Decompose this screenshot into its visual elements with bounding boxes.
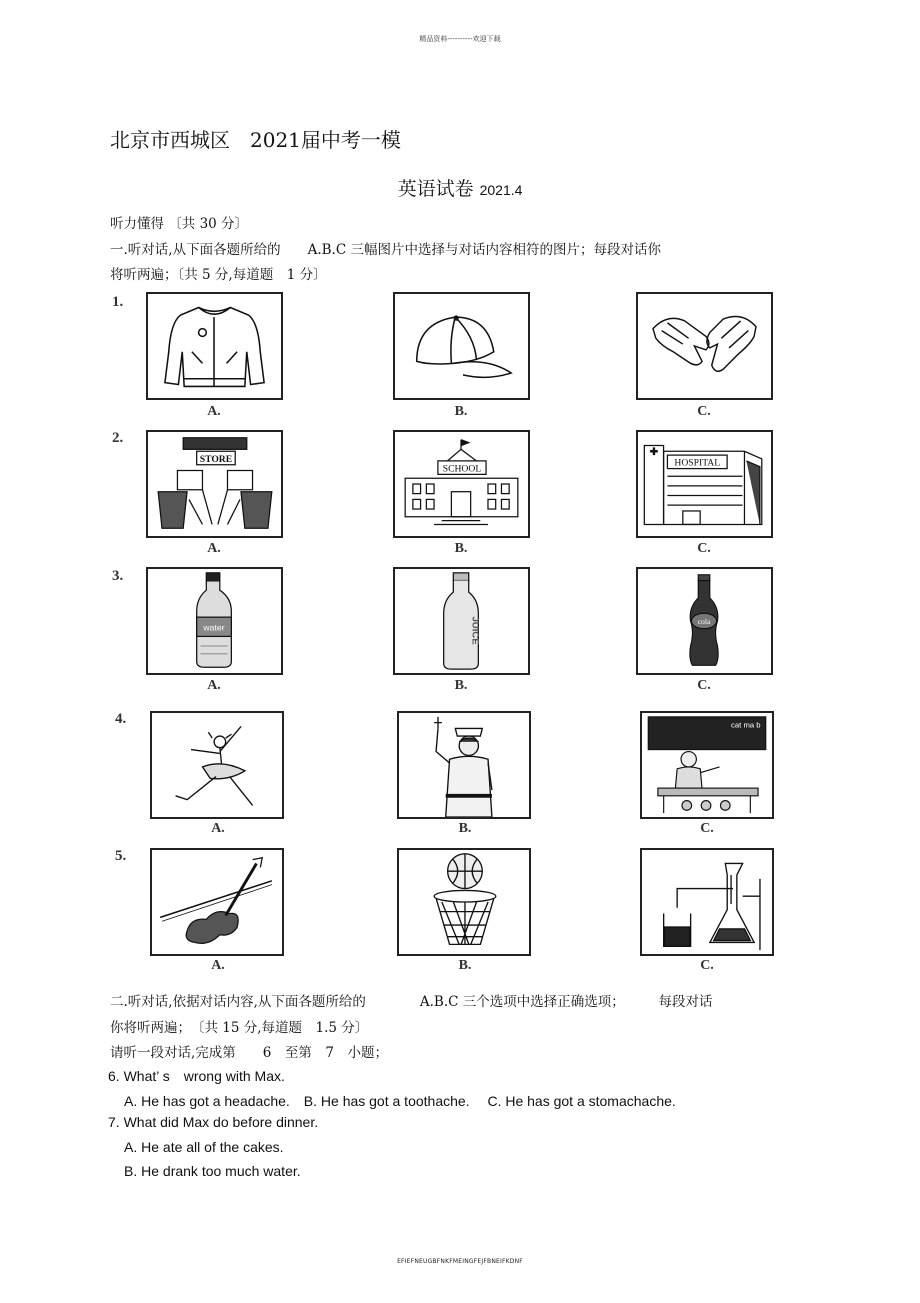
option-5a-violin[interactable] [150,848,284,956]
option-label: B. [454,678,468,693]
section1-instruction-line2: 将听两遍；〔共 5 分,每道题 1 分〕 [110,267,327,283]
teacher-icon [642,713,772,817]
svg-text:water: water [203,622,225,633]
cap-icon [395,294,528,398]
jacket-icon [148,294,281,398]
exam-date: 2021.4 [479,182,523,198]
question-number-3: 3. [112,568,124,584]
water-bottle-icon [148,569,281,673]
question-6: 6. What’ s wrong with Max. [108,1068,285,1084]
exam-subtitle [0,174,920,201]
nurse-icon [399,713,529,817]
option-4a-dancer[interactable] [150,711,284,819]
question-7: 7. What did Max do before dinner. [108,1114,319,1130]
question-7-option-b[interactable]: B. He drank too much water. [124,1163,301,1179]
question-number-1: 1. [112,294,124,310]
section2-instruction-line3: 请听一段对话,完成第 6 至第 7 小题； [110,1045,388,1061]
option-4b-nurse[interactable] [397,711,531,819]
section1-instruction-line1: 一.听对话,从下面各题所给的 A.B.C 三幅图片中选择与对话内容相符的图片；每段对话你 [110,242,661,258]
svg-text:HOSPITAL: HOSPITAL [674,457,721,469]
option-label: C. [700,958,714,973]
option-label: A. [207,678,221,693]
juice-bottle-icon [395,569,528,673]
page-header: 精品资料----------欢迎下载 [419,35,501,43]
option-label: A. [211,821,225,836]
option-label: B. [458,958,472,973]
svg-text:STORE: STORE [199,453,233,465]
cola-bottle-icon [638,569,771,673]
lab-flask-icon [642,850,772,954]
option-2a-store[interactable] [146,430,283,538]
option-label: C. [697,541,711,556]
section2-instruction-line1: 二.听对话,依据对话内容,从下面各题所给的 A.B.C 三个选项中选择正确选项； 每段对话 [110,994,713,1010]
question-number-5: 5. [115,848,127,864]
option-label: B. [458,821,472,836]
option-1b-cap[interactable] [393,292,530,400]
listening-part-heading: 听力懂得 〔共 30 分〕 [110,216,249,232]
question-7-option-a[interactable]: A. He ate all of the cakes. [124,1139,284,1155]
option-4c-teacher[interactable] [640,711,774,819]
option-5c-lab-flask[interactable] [640,848,774,956]
option-2c-hospital[interactable] [636,430,773,538]
svg-text:JUICE: JUICE [469,616,481,645]
svg-text:SCHOOL: SCHOOL [442,463,482,475]
violin-icon [152,850,282,954]
option-label: C. [697,404,711,419]
subtitle-text: 英语试卷 [397,178,474,200]
option-label: C. [700,821,714,836]
svg-text:cat ma b: cat ma b [731,720,761,730]
school-icon [395,432,528,536]
section2-instruction-line2: 你将听两遍； 〔共 15 分,每道题 1.5 分〕 [110,1020,369,1036]
question-6-options[interactable]: A. He has got a headache. B. He has got a toothache. C. He has got a stomachache. [124,1093,676,1109]
option-label: B. [454,541,468,556]
page-footer: EFIEFNEUGBFNKFMEINGFEJFBNEIFKDNF [397,1258,523,1265]
option-3c-cola[interactable] [636,567,773,675]
basketball-icon [399,850,529,954]
option-label: A. [207,541,221,556]
option-label: C. [697,678,711,693]
option-label: B. [454,404,468,419]
option-5b-basketball[interactable] [397,848,531,956]
dancer-icon [152,713,282,817]
exam-title: 北京市西城区 2021届中考一模 [110,128,401,152]
option-3a-water[interactable] [146,567,283,675]
svg-text:cola: cola [697,616,711,626]
gloves-icon [638,294,771,398]
question-number-4: 4. [115,711,127,727]
option-label: A. [211,958,225,973]
option-1a-jacket[interactable] [146,292,283,400]
option-3b-juice[interactable] [393,567,530,675]
option-1c-gloves[interactable] [636,292,773,400]
option-label: A. [207,404,221,419]
option-2b-school[interactable] [393,430,530,538]
question-number-2: 2. [112,430,124,446]
hospital-icon [638,432,771,536]
store-icon [148,432,281,536]
